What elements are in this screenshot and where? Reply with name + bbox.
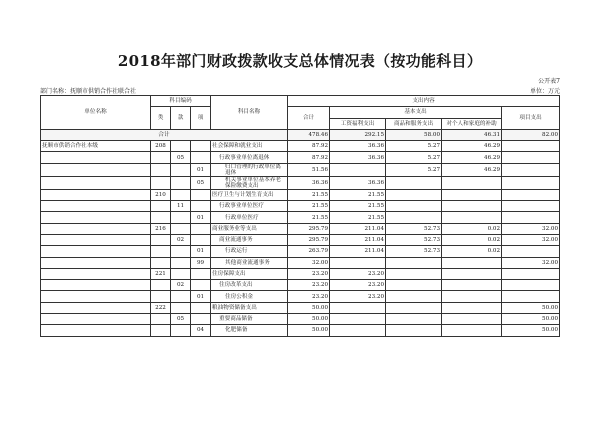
- total-cell: 87.92: [288, 152, 330, 163]
- project-cell: [502, 246, 560, 257]
- lei-code-cell: [151, 325, 171, 336]
- table-row: [41, 291, 560, 302]
- goods-cell: 52.73: [386, 234, 442, 245]
- total-label: 合计: [41, 129, 288, 140]
- table-row: [41, 212, 560, 223]
- kuan-code-cell: [171, 189, 191, 200]
- xiang-code-cell: 01: [191, 246, 211, 257]
- total-cell: 21.55: [288, 201, 330, 212]
- lei-code-cell: [151, 163, 171, 176]
- table-row: [41, 189, 560, 200]
- unit-name-cell: [41, 314, 151, 325]
- total-row: [41, 129, 560, 140]
- kuan-code-cell: 02: [171, 234, 191, 245]
- salary-cell: [330, 314, 386, 325]
- subject-name-cell: 其他商业流通事务: [211, 257, 288, 268]
- xiang-code-cell: [191, 268, 211, 279]
- subject-name-cell: 住房保障支出: [211, 268, 288, 279]
- goods-cell: [386, 280, 442, 291]
- goods-cell: 52.73: [386, 246, 442, 257]
- kuan-code-cell: 05: [171, 152, 191, 163]
- unit-name-cell: [41, 268, 151, 279]
- unit-name-cell: [41, 291, 151, 302]
- kuan-code-cell: [171, 212, 191, 223]
- total-goods-cell: 58.00: [386, 129, 442, 140]
- total-cell: 32.00: [288, 257, 330, 268]
- table-row: [41, 257, 560, 268]
- kuan-code-cell: [171, 246, 191, 257]
- salary-cell: 21.55: [330, 201, 386, 212]
- xiang-code-cell: [191, 280, 211, 291]
- header-xiang: 项: [191, 107, 211, 130]
- subject-name-cell: 粮油物资储备支出: [211, 302, 288, 313]
- goods-cell: [386, 291, 442, 302]
- lei-code-cell: 221: [151, 268, 171, 279]
- subject-name-cell: 归口管理的行政单位离退休: [211, 163, 288, 176]
- total-cell: 21.55: [288, 212, 330, 223]
- lei-code-cell: [151, 234, 171, 245]
- unit-name-cell: [41, 280, 151, 291]
- lei-code-cell: 210: [151, 189, 171, 200]
- project-cell: [502, 201, 560, 212]
- table-row: [41, 280, 560, 291]
- subject-name-cell: 化肥储备: [211, 325, 288, 336]
- family-cell: 0.02: [442, 223, 502, 234]
- kuan-code-cell: [171, 163, 191, 176]
- xiang-code-cell: 99: [191, 257, 211, 268]
- header-total: 合计: [288, 107, 330, 130]
- project-cell: [502, 291, 560, 302]
- kuan-code-cell: [171, 141, 191, 152]
- kuan-code-cell: [171, 325, 191, 336]
- header-lei: 类: [151, 107, 171, 130]
- subject-name-cell: 重要商品储备: [211, 314, 288, 325]
- project-cell: 50.00: [502, 325, 560, 336]
- header-unit-name: 单位名称: [41, 96, 151, 130]
- project-cell: [502, 163, 560, 176]
- table-row: [41, 234, 560, 245]
- total-cell: 23.20: [288, 280, 330, 291]
- total-cell: 51.56: [288, 163, 330, 176]
- xiang-code-cell: [191, 302, 211, 313]
- unit-name-cell: [41, 325, 151, 336]
- xiang-code-cell: 05: [191, 176, 211, 189]
- subject-name-cell: 社会保障和就业支出: [211, 141, 288, 152]
- family-cell: [442, 212, 502, 223]
- xiang-code-cell: [191, 189, 211, 200]
- project-cell: 32.00: [502, 234, 560, 245]
- header-kuan: 款: [171, 107, 191, 130]
- unit-name-cell: [41, 152, 151, 163]
- total-cell: 295.79: [288, 234, 330, 245]
- goods-cell: [386, 257, 442, 268]
- header-row: [41, 96, 560, 107]
- total-cell: 23.20: [288, 291, 330, 302]
- xiang-code-cell: 01: [191, 212, 211, 223]
- xiang-code-cell: [191, 223, 211, 234]
- goods-cell: 5.27: [386, 152, 442, 163]
- total-cell: 21.55: [288, 189, 330, 200]
- goods-cell: [386, 314, 442, 325]
- salary-cell: [330, 257, 386, 268]
- project-cell: [502, 176, 560, 189]
- project-cell: 32.00: [502, 223, 560, 234]
- lei-code-cell: [151, 201, 171, 212]
- salary-cell: [330, 163, 386, 176]
- kuan-code-cell: 11: [171, 201, 191, 212]
- table-row: [41, 314, 560, 325]
- kuan-code-cell: [171, 257, 191, 268]
- lei-code-cell: [151, 280, 171, 291]
- goods-cell: [386, 189, 442, 200]
- goods-cell: [386, 268, 442, 279]
- header-project: 项目支出: [502, 107, 560, 130]
- header-salary: 工资福利支出: [330, 118, 386, 129]
- family-cell: [442, 176, 502, 189]
- xiang-code-cell: [191, 234, 211, 245]
- family-cell: [442, 189, 502, 200]
- family-cell: [442, 291, 502, 302]
- xiang-code-cell: [191, 314, 211, 325]
- table-row: [41, 201, 560, 212]
- subject-name-cell: 行政运行: [211, 246, 288, 257]
- salary-cell: 21.55: [330, 189, 386, 200]
- total-cell: 23.20: [288, 268, 330, 279]
- project-cell: [502, 268, 560, 279]
- family-cell: [442, 280, 502, 291]
- goods-cell: [386, 325, 442, 336]
- salary-cell: 211.04: [330, 234, 386, 245]
- total-cell: 295.79: [288, 223, 330, 234]
- lei-code-cell: [151, 314, 171, 325]
- unit-name-cell: [41, 201, 151, 212]
- header-expenditure: 支出内容: [288, 96, 560, 107]
- goods-cell: [386, 201, 442, 212]
- header-subject-code: 科目编码: [151, 96, 211, 107]
- unit-name-cell: [41, 302, 151, 313]
- unit-name-cell: [41, 246, 151, 257]
- project-cell: 50.00: [502, 302, 560, 313]
- total-cell: 50.00: [288, 302, 330, 313]
- xiang-code-cell: 01: [191, 291, 211, 302]
- goods-cell: 52.73: [386, 223, 442, 234]
- salary-cell: 21.55: [330, 212, 386, 223]
- salary-cell: 23.20: [330, 280, 386, 291]
- project-cell: [502, 280, 560, 291]
- unit-name-cell: [41, 234, 151, 245]
- salary-cell: 211.04: [330, 223, 386, 234]
- family-cell: [442, 325, 502, 336]
- lei-code-cell: [151, 291, 171, 302]
- salary-cell: 36.36: [330, 141, 386, 152]
- salary-cell: [330, 325, 386, 336]
- project-cell: [502, 212, 560, 223]
- subject-name-cell: 商业服务业等支出: [211, 223, 288, 234]
- department-name: 部门名称：抚顺市供销合作社联合社: [40, 88, 137, 95]
- unit-name-cell: [41, 257, 151, 268]
- goods-cell: [386, 302, 442, 313]
- header-basic: 基本支出: [330, 107, 502, 118]
- salary-cell: 36.36: [330, 176, 386, 189]
- project-cell: 50.00: [502, 314, 560, 325]
- xiang-code-cell: [191, 152, 211, 163]
- goods-cell: [386, 176, 442, 189]
- total-cell: 36.36: [288, 176, 330, 189]
- total-cell: 87.92: [288, 141, 330, 152]
- kuan-code-cell: [171, 223, 191, 234]
- lei-code-cell: [151, 212, 171, 223]
- kuan-code-cell: 05: [171, 314, 191, 325]
- salary-cell: 36.36: [330, 152, 386, 163]
- table-body: [41, 129, 560, 336]
- kuan-code-cell: [171, 302, 191, 313]
- header-goods: 商品和服务支出: [386, 118, 442, 129]
- budget-table: [40, 95, 560, 337]
- family-cell: [442, 201, 502, 212]
- table-row: [41, 246, 560, 257]
- unit-name-cell: [41, 176, 151, 189]
- total-salary-cell: 292.15: [330, 129, 386, 140]
- unit-name-cell: [41, 163, 151, 176]
- unit-name-cell: [41, 212, 151, 223]
- page-title: 2018年部门财政拨款收支总体情况表（按功能科目）: [117, 52, 483, 70]
- lei-code-cell: [151, 152, 171, 163]
- project-cell: [502, 189, 560, 200]
- family-cell: 0.02: [442, 234, 502, 245]
- lei-code-cell: [151, 176, 171, 189]
- goods-cell: 5.27: [386, 141, 442, 152]
- goods-cell: 5.27: [386, 163, 442, 176]
- project-cell: [502, 141, 560, 152]
- kuan-code-cell: [171, 291, 191, 302]
- project-cell: [502, 152, 560, 163]
- salary-cell: 23.20: [330, 291, 386, 302]
- family-cell: [442, 268, 502, 279]
- xiang-code-cell: 04: [191, 325, 211, 336]
- table-row: [41, 141, 560, 152]
- unit-name-cell: 抚顺市供销合作社本级: [41, 141, 151, 152]
- subject-name-cell: 住房公积金: [211, 291, 288, 302]
- total-cell: 263.79: [288, 246, 330, 257]
- subject-name-cell: 行政事业单位医疗: [211, 201, 288, 212]
- kuan-code-cell: 02: [171, 280, 191, 291]
- header-subject-name: 科目名称: [211, 96, 288, 130]
- total-cell: 50.00: [288, 314, 330, 325]
- total-cell: 478.46: [288, 129, 330, 140]
- subject-name-cell: 医疗卫生与计划生育支出: [211, 189, 288, 200]
- family-cell: [442, 314, 502, 325]
- form-number: 公开表7: [538, 78, 560, 85]
- unit-label: 单位：万元: [529, 88, 560, 95]
- family-cell: [442, 257, 502, 268]
- table-row: [41, 163, 560, 176]
- xiang-code-cell: 01: [191, 163, 211, 176]
- salary-cell: 23.20: [330, 268, 386, 279]
- family-cell: [442, 302, 502, 313]
- xiang-code-cell: [191, 201, 211, 212]
- kuan-code-cell: [171, 268, 191, 279]
- xiang-code-cell: [191, 141, 211, 152]
- table-row: [41, 268, 560, 279]
- table-row: [41, 302, 560, 313]
- total-project-cell: 82.00: [502, 129, 560, 140]
- project-cell: 32.00: [502, 257, 560, 268]
- subject-name-cell: 机关事业单位基本养老保险缴费支出: [211, 176, 288, 189]
- unit-name-cell: [41, 223, 151, 234]
- family-cell: 0.02: [442, 246, 502, 257]
- lei-code-cell: [151, 257, 171, 268]
- family-cell: 46.29: [442, 152, 502, 163]
- subject-name-cell: 住房改革支出: [211, 280, 288, 291]
- total-family-cell: 46.31: [442, 129, 502, 140]
- goods-cell: [386, 212, 442, 223]
- lei-code-cell: [151, 246, 171, 257]
- family-cell: 46.29: [442, 163, 502, 176]
- table-row: [41, 325, 560, 336]
- lei-code-cell: 222: [151, 302, 171, 313]
- unit-name-cell: [41, 189, 151, 200]
- table-row: [41, 223, 560, 234]
- header-family: 对个人和家庭的补助: [442, 118, 502, 129]
- subject-name-cell: 行政单位医疗: [211, 212, 288, 223]
- kuan-code-cell: [171, 176, 191, 189]
- lei-code-cell: 208: [151, 141, 171, 152]
- subject-name-cell: 行政事业单位离退休: [211, 152, 288, 163]
- salary-cell: 211.04: [330, 246, 386, 257]
- table-row: [41, 176, 560, 189]
- total-cell: 50.00: [288, 325, 330, 336]
- table-row: [41, 152, 560, 163]
- salary-cell: [330, 302, 386, 313]
- family-cell: 46.29: [442, 141, 502, 152]
- lei-code-cell: 216: [151, 223, 171, 234]
- subject-name-cell: 商业流通事务: [211, 234, 288, 245]
